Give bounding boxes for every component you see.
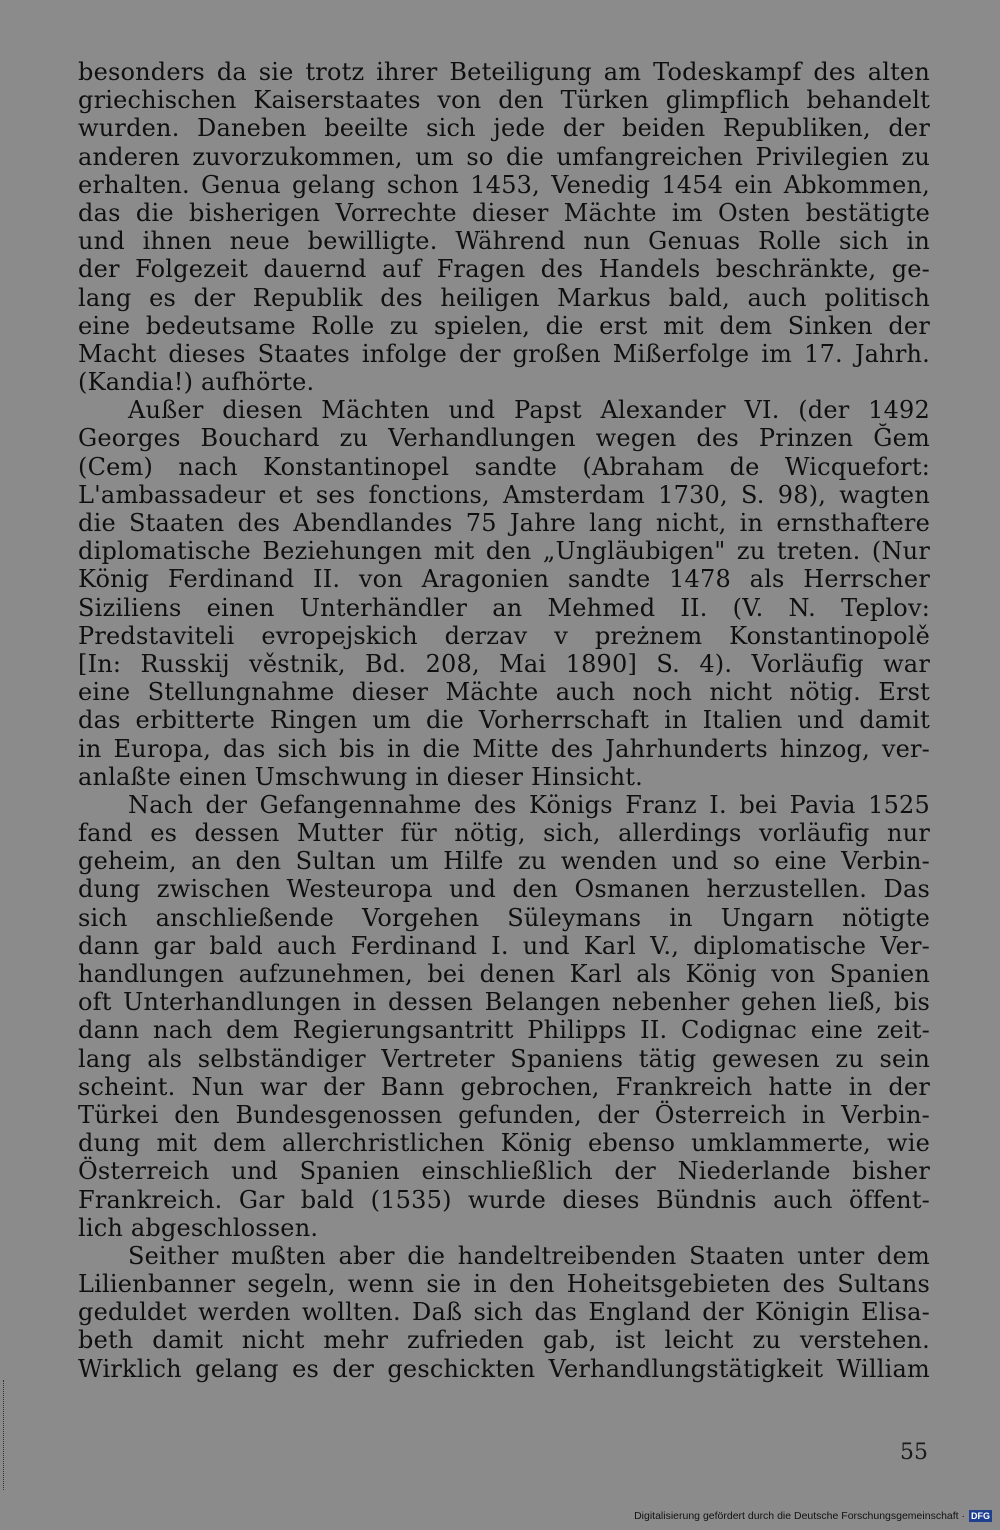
text-line: in Europa, das sich bis in die Mitte des Jahrhunderts hinzog, ver- [78,734,930,763]
text-line: fand es dessen Mutter für nötig, sich, allerdings vorläufig nur [78,819,930,848]
text-line: König Ferdinand II. von Aragonien sandte 1478 als Herrscher [78,565,930,594]
text-line: oft Unterhandlungen in dessen Belangen nebenher gehen ließ, bis [78,988,930,1017]
text-line: Siziliens einen Unterhändler an Mehmed II. (V. N. Teplov: [78,593,930,622]
text-line: erhalten. Genua gelang schon 1453, Venedig 1454 ein Abkommen, [78,170,930,199]
page-number: 55 [900,1440,928,1465]
text-line: [In: Russkij věstnik, Bd. 208, Mai 1890] S. 4). Vorläufig war [78,649,930,678]
text-line: scheint. Nun war der Bann gebrochen, Frankreich hatte in der [78,1072,930,1101]
text-line: L'ambassadeur et ses fonctions, Amsterdam 1730, S. 98), wagten [78,480,930,509]
text-line: sich anschließende Vorgehen Süleymans in Ungarn nötigte [78,903,930,932]
footer-text: Digitalisierung gefördert durch die Deutsche Forschungsgemeinschaft · [634,1510,965,1522]
text-line: diplomatische Beziehungen mit den „Ungläubigen" zu treten. (Nur [78,537,930,566]
footer-credit [634,1506,992,1526]
text-line: eine Stellungnahme dieser Mächte auch noch nicht nötig. Erst [78,678,930,707]
scan-edge-mark [3,1380,5,1490]
text-line: Georges Bouchard zu Verhandlungen wegen des Prinzen Ğem [78,424,930,453]
text-line: lich abgeschlossen. [78,1213,319,1242]
text-line: Lilienbanner segeln, wenn sie in den Hoheitsgebieten des Sultans [78,1270,930,1299]
text-line: lang als selbständiger Vertreter Spaniens tätig gewesen zu sein [78,1044,930,1073]
text-line: dann gar bald auch Ferdinand I. und Karl V., diplomatische Ver- [78,931,930,960]
text-line: Österreich und Spanien einschließlich der Niederlande bisher [78,1157,930,1186]
text-line: eine bedeutsame Rolle zu spielen, die erst mit dem Sinken der [78,311,930,340]
text-line: geheim, an den Sultan um Hilfe zu wenden und so eine Verbin- [78,847,930,876]
text-line: das erbitterte Ringen um die Vorherrschaft in Italien und damit [78,706,930,735]
text-line: und ihnen neue bewilligte. Während nun Genuas Rolle sich in [78,227,930,256]
paragraph [78,58,930,396]
text-line: dung zwischen Westeuropa und den Osmanen herzustellen. Das [78,875,930,904]
text-line: anlaßte einen Umschwung in dieser Hinsicht. [78,762,643,791]
dfg-logo: DFG [971,1511,990,1521]
text-line: besonders da sie trotz ihrer Beteiligung am Todeskampf des alten [78,58,930,86]
text-line: handlungen aufzunehmen, bei denen Karl als König von Spanien [78,960,930,988]
text-line: griechischen Kaiserstaates von den Türken glimpflich behandelt [78,86,930,115]
text-line: Außer diesen Mächten und Papst Alexander VI. (der 1492 [128,396,930,425]
paragraph [78,1242,930,1383]
text-line: wurden. Daneben beeilte sich jede der beiden Republiken, der [78,114,930,143]
text-line: geduldet werden wollten. Daß sich das England der Königin Elisa- [78,1298,930,1327]
paragraph [78,396,930,791]
text-line: lang es der Republik des heiligen Markus bald, auch politisch [78,283,930,312]
text-line: Türkei den Bundesgenossen gefunden, der Österreich in Verbin- [78,1100,930,1129]
text-line: Wirklich gelang es der geschickten Verhandlungstätigkeit William [78,1354,930,1383]
text-line: beth damit nicht mehr zufrieden gab, ist leicht zu verstehen. [78,1326,930,1355]
text-line: der Folgezeit dauernd auf Fragen des Handels beschränkte, ge- [78,255,930,284]
text-line: die Staaten des Abendlandes 75 Jahre lang nicht, in ernsthaftere [78,509,930,537]
text-line: dung mit dem allerchristlichen König ebenso umklammerte, wie [78,1129,930,1158]
text-line: das die bisherigen Vorrechte dieser Mächte im Osten bestätigte [78,198,930,227]
text-line: Predstaviteli evropejskich derzav v preżnem Konstantinopolě [78,621,930,650]
text-line: (Cem) nach Konstantinopel sandte (Abraham de Wicquefort: [78,452,930,481]
text-line: anderen zuvorzukommen, um so die umfangreichen Privilegien zu [78,142,930,171]
paragraph [78,791,930,1242]
text-line: Nach der Gefangennahme des Königs Franz I. bei Pavia 1525 [128,790,930,819]
text-line: (Kandia!) aufhörte. [78,368,315,397]
text-line: dann nach dem Regierungsantritt Philipps II. Codignac eine zeit- [78,1016,930,1045]
text-line: Frankreich. Gar bald (1535) wurde dieses Bündnis auch öffent- [78,1185,930,1214]
body-text [78,58,930,1383]
text-line: Macht dieses Staates infolge der großen Mißerfolge im 17. Jahrh. [78,339,930,368]
text-line: Seither mußten aber die handeltreibenden Staaten unter dem [128,1241,930,1270]
